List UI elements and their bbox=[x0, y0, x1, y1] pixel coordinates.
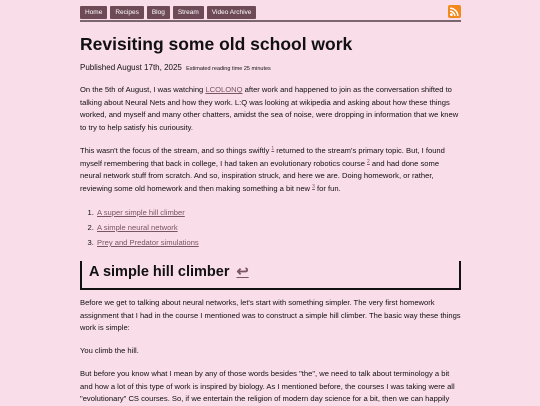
lcolonq-link[interactable]: LCOLONQ bbox=[205, 85, 243, 94]
footnote-3-link[interactable]: 3 bbox=[312, 183, 315, 190]
nav-recipes[interactable]: Recipes bbox=[110, 6, 143, 19]
published-date: Published August 17th, 2025 bbox=[80, 63, 182, 72]
top-nav bbox=[80, 6, 256, 19]
toc-item bbox=[96, 235, 199, 250]
footnote-2-link[interactable]: 2 bbox=[367, 158, 370, 165]
section-hill-climber bbox=[80, 261, 461, 290]
nav-home[interactable]: Home bbox=[80, 6, 107, 19]
terminology-paragraph: But before you know what I mean by any of those words besides "the", we need to talk about terminology a bit and how a lot of this type of work is inspired by biology. As I mentioned before, the courses I was taking were all "evolutionary" CS courses. So, if we entertain the religion of modern day science for a bit, then we can happily bbox=[80, 369, 455, 404]
climb-the-hill-paragraph: You climb the hill. bbox=[80, 346, 139, 355]
header-divider bbox=[80, 20, 461, 22]
section-heading: A simple hill climber ↩ bbox=[89, 264, 249, 280]
footnote-1-link[interactable]: 1 bbox=[271, 146, 275, 152]
hill-climber-intro-paragraph: Before we get to talking about neural networks, let's start with something simpler. The very first homework assignment that I had in the course I mentioned was to construct a simple hill climber. The basic way these things work is simple: bbox=[80, 298, 461, 333]
toc-link-neural-network[interactable]: A simple neural network bbox=[97, 223, 178, 232]
nav-stream[interactable]: Stream bbox=[173, 6, 204, 19]
intro-paragraph: On the 5th of August, I was watching LCOLONQ after work and happened to join as the conversation shifted to talking about Neural Nets and how they work. L:Q was looking at wikipedia and asking about how these things worked, and myself and many other chatters, amidst the sea of noise, were dropping in information that we knew to try to help satisfy his curiousity. bbox=[80, 85, 459, 132]
nav-video-archive[interactable]: Video Archive bbox=[207, 6, 257, 19]
back-to-top-icon[interactable]: ↩ bbox=[236, 264, 249, 280]
context-paragraph: This wasn't the focus of the stream, and so things swiftly $^1$ returned to the stream's primary topic. But, I found myself remembering that back in college, I had taken an evolutionary robotics course $^2$ and had done some neural network stuff from scratch. And so, inspiration struck, and here we are. Doing homework, or rather, reviewing some old homework and then making something a bit new $^3$ for fun. bbox=[80, 146, 445, 193]
toc-item bbox=[96, 205, 199, 220]
nav-blog[interactable]: Blog bbox=[147, 6, 170, 19]
page-title: Revisiting some old school work bbox=[80, 34, 353, 54]
toc-link-prey-predator[interactable]: Prey and Predator simulations bbox=[97, 238, 199, 247]
toc-link-hill-climber[interactable]: A super simple hill climber bbox=[97, 208, 185, 217]
rss-icon[interactable] bbox=[448, 5, 461, 18]
table-of-contents bbox=[80, 205, 199, 250]
post-meta bbox=[80, 63, 271, 72]
toc-item bbox=[96, 220, 199, 235]
reading-time: Estimated reading time 25 minutes bbox=[186, 66, 271, 72]
